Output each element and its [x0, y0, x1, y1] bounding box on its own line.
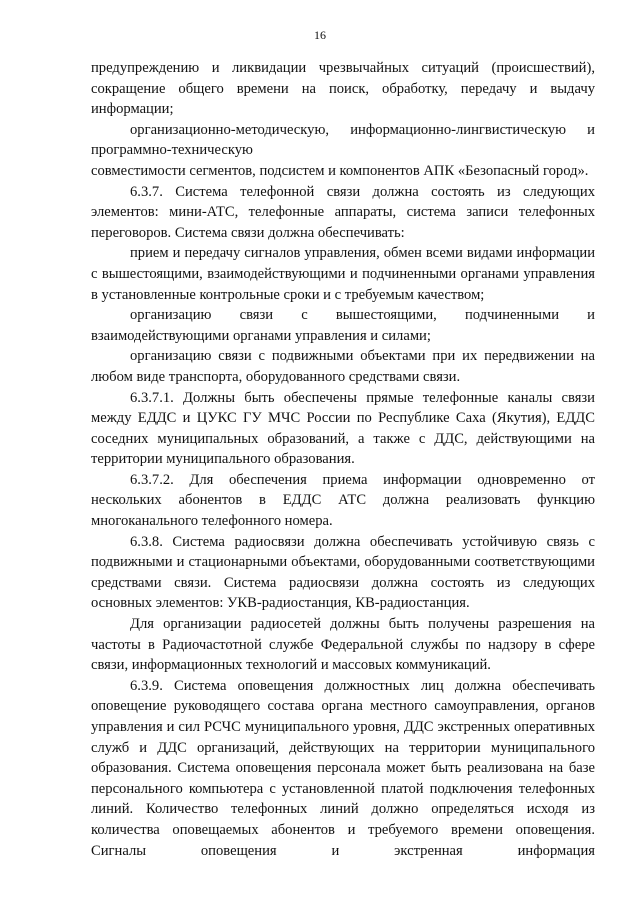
paragraph-8: 6.3.7.1. Должны быть обеспечены прямые телефонные каналы связи между ЕДДС и ЦУКС ГУ МЧС России по Республике Саха (Якутия), ЕДДС соседних муниципальных образований, а также с ДДС, действующими на территории муниципального образования. [91, 389, 595, 468]
paragraph-7: организацию связи с подвижными объектами при их передвижении на любом виде транспорта, оборудованного средствами связи. [91, 348, 595, 385]
page-number: 16 [314, 28, 326, 42]
paragraph-10: 6.3.8. Система радиосвязи должна обеспечивать устойчивую связь с подвижными и стационарными объектами, оборудованными соответствующими средствами связи. Система радиосвязи должна состоять из следующих основных элементов: УКВ-радиостанция, КВ-радиостанция. [91, 533, 595, 612]
paragraph-1: предупреждению и ликвидации чрезвычайных ситуаций (происшествий), сокращение общего времени на поиск, обработку, передачу и выдачу информации; [91, 60, 595, 118]
document-body [91, 58, 595, 861]
paragraph-11: Для организации радиосетей должны быть получены разрешения на частоты в Радиочастотной службе Федеральной службы по надзору в сфере связи, информационных технологий и массовых коммуникаций. [91, 616, 595, 674]
paragraph-9: 6.3.7.2. Для обеспечения приема информации одновременно от нескольких абонентов в ЕДДС АТС должна реализовать функцию многоканального телефонного номера. [91, 471, 595, 530]
paragraph-12: 6.3.9. Система оповещения должностных лиц должна обеспечивать оповещение руководящего состава органа местного самоуправления, органов управления и сил РСЧС муниципального уровня, ДДС экстренных оперативных служб и ДДС организаций, действующих на территории муниципального образования. Система оповещения персонала может быть реализована на базе персонального компьютера с установленной платой подключения телефонных линий. Количество телефонных линий должно определяться исходя из количества оповещаемых абонентов и требуемого времени оповещения. Сигналы оповещения и экстренная информация [91, 677, 595, 859]
paragraph-3: совместимости сегментов, подсистем и компонентов АПК «Безопасный город». [91, 162, 589, 179]
paragraph-2: организационно-методическую, информационно-лингвистическую и программно-техническую [91, 121, 595, 159]
paragraph-6: организацию связи с вышестоящими, подчиненными и взаимодействующими органами управления и силами; [91, 307, 595, 344]
paragraph-5: прием и передачу сигналов управления, обмен всеми видами информации с вышестоящими, взаимодействующими и подчиненными органами управления в установленные контрольные сроки и с требуемым качеством; [91, 245, 595, 303]
paragraph-4: 6.3.7. Система телефонной связи должна состоять из следующих элементов: мини-АТС, телефонные аппараты, система записи телефонных переговоров. Система связи должна обеспечивать: [91, 183, 595, 241]
